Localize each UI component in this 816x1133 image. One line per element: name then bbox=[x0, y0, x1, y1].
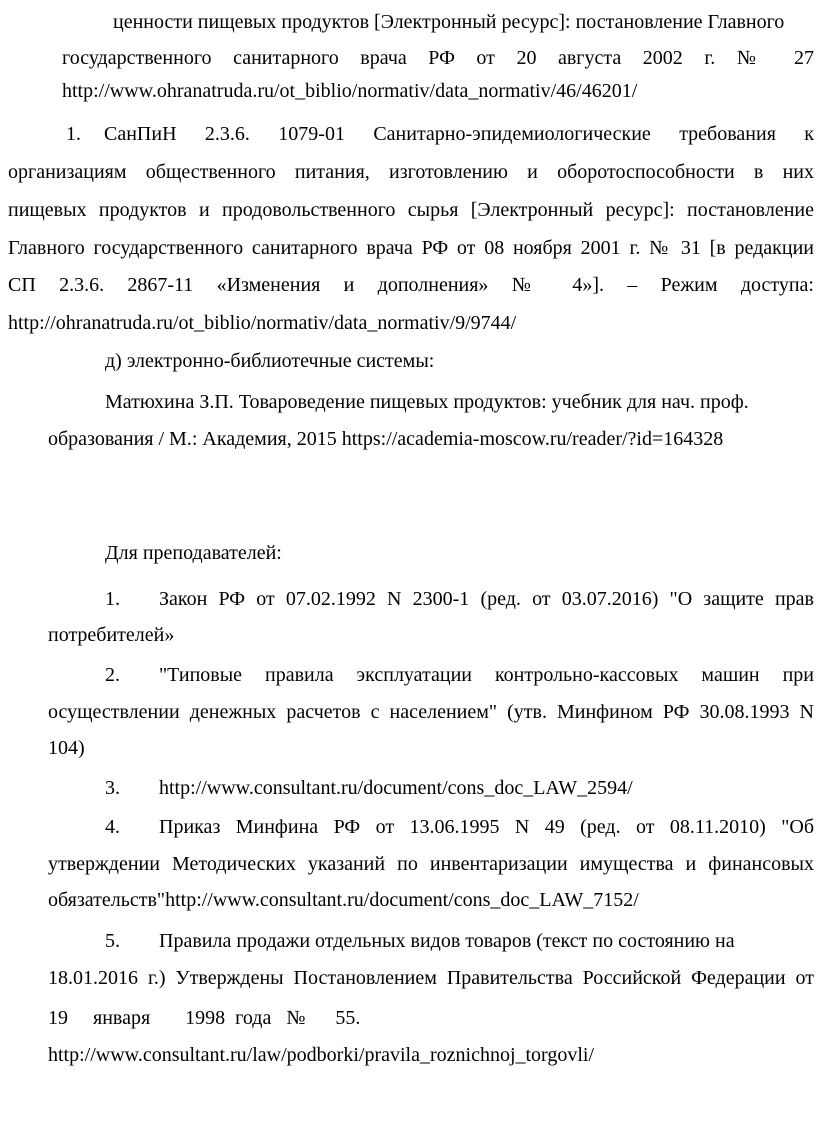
list-item-line: 19 января 1998 года № 55. bbox=[48, 1007, 361, 1029]
list-item-line: 18.01.2016 г.) Утверждены Постановлением Правительства Российской Федерации от bbox=[48, 967, 814, 989]
reference-text-line: ценности пищевых продуктов [Электронный ресурс]: постановление Главного bbox=[113, 11, 785, 33]
section-heading: д) электронно-библиотечные системы: bbox=[105, 350, 435, 372]
list-number: 4. bbox=[105, 816, 120, 838]
list-item-line: "Типовые правила эксплуатации контрольно-кассовых машин при bbox=[159, 664, 814, 686]
list-number: 1. bbox=[105, 588, 120, 610]
list-item-line: осуществлении денежных расчетов с населением" (утв. Минфином РФ 30.08.1993 N bbox=[48, 701, 814, 723]
reference-text-line: Матюхина З.П. Товароведение пищевых продуктов: учебник для нач. проф. bbox=[105, 391, 749, 413]
reference-text-line: СанПиН 2.3.6. 1079-01 Санитарно-эпидемиологические требования к bbox=[104, 123, 814, 145]
reference-text-line: организациям общественного питания, изготовлению и оборотоспособности в них bbox=[8, 161, 814, 183]
list-item-line: потребителей» bbox=[48, 624, 175, 646]
reference-text-line: СП 2.3.6. 2867-11 «Изменения и дополнения» № 4»]. – Режим доступа: bbox=[8, 274, 814, 296]
list-item-line: 104) bbox=[48, 737, 85, 759]
reference-url[interactable]: http://www.consultant.ru/document/cons_doc_LAW_2594/ bbox=[159, 777, 633, 799]
reference-text-line: Главного государственного санитарного врача РФ от 08 ноября 2001 г. № 31 [в редакции bbox=[8, 237, 814, 259]
reference-text-line: государственного санитарного врача РФ от 20 августа 2002 г. № 27 bbox=[62, 47, 814, 69]
reference-url[interactable]: http://www.ohranatruda.ru/ot_biblio/normativ/data_normativ/46/46201/ bbox=[62, 80, 638, 102]
list-item-line: Правила продажи отдельных видов товаров (текст по состоянию на bbox=[159, 930, 735, 952]
list-number: 1. bbox=[66, 123, 81, 145]
list-item-line: обязательств"http://www.consultant.ru/document/cons_doc_LAW_7152/ bbox=[48, 889, 639, 911]
list-item-line: Приказ Минфина РФ от 13.06.1995 N 49 (ред. от 08.11.2010) "Об bbox=[159, 816, 814, 838]
reference-url[interactable]: http://www.consultant.ru/law/podborki/pravila_roznichnoj_torgovli/ bbox=[48, 1044, 595, 1066]
list-number: 3. bbox=[105, 777, 120, 799]
reference-text-line: образования / М.: Академия, 2015 https://academia-moscow.ru/reader/?id=164328 bbox=[48, 428, 724, 450]
section-heading: Для преподавателей: bbox=[105, 542, 282, 564]
list-number: 5. bbox=[105, 930, 120, 952]
list-item-line: Закон РФ от 07.02.1992 N 2300-1 (ред. от 03.07.2016) "О защите прав bbox=[159, 588, 814, 610]
reference-text-line: пищевых продуктов и продовольственного сырья [Электронный ресурс]: постановление bbox=[8, 199, 814, 221]
list-number: 2. bbox=[105, 664, 120, 686]
list-item-line: утверждении Методических указаний по инвентаризации имущества и финансовых bbox=[48, 853, 814, 875]
reference-url[interactable]: http://ohranatruda.ru/ot_biblio/normativ/data_normativ/9/9744/ bbox=[8, 312, 517, 334]
